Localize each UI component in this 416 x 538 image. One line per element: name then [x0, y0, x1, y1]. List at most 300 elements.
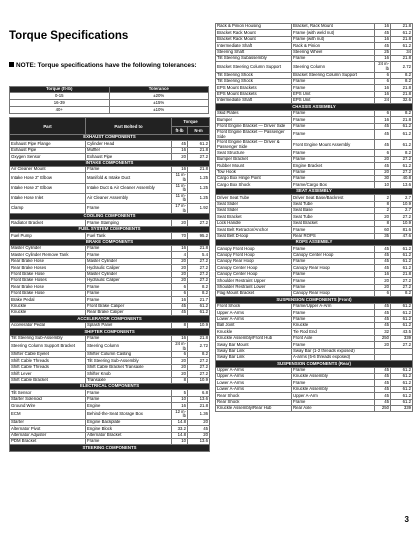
- bolted-to-cell: Frame: [292, 246, 375, 252]
- ftlb-cell: 35: [375, 233, 391, 239]
- ftlb-cell: 6: [375, 150, 391, 156]
- page-title: Torque Specifications: [9, 30, 129, 42]
- nm-cell: 47.6: [391, 233, 413, 239]
- part-cell: Skid Plates: [216, 110, 292, 116]
- ftlb-cell: 16: [375, 117, 391, 123]
- ftlb-cell: 45: [375, 163, 391, 169]
- nm-cell: 1.36: [188, 409, 210, 419]
- ftlb-cell: 24 in-lb: [375, 62, 391, 72]
- bolted-to-cell: Shift Cable Bracket Transaxle: [86, 364, 172, 370]
- bolted-to-cell: Rear Brake Caliper: [86, 309, 172, 315]
- bolted-to-cell: Frame: [292, 85, 375, 91]
- table-row: [10, 341, 210, 351]
- ftlb-cell: 45: [375, 386, 391, 392]
- part-cell: Steering Column Support Bracket: [10, 341, 86, 351]
- page-number: 3: [404, 515, 409, 524]
- section-header-row: [10, 445, 210, 451]
- table-row: [10, 426, 210, 432]
- ftlb-cell: 33.2: [172, 426, 188, 432]
- nm-cell: 13.6: [188, 396, 210, 402]
- table-row: [216, 130, 413, 140]
- part-cell: Front Shock: [216, 303, 292, 309]
- nm-cell: 61.2: [188, 303, 210, 309]
- section-title: SHIFTER COMPONENTS: [10, 329, 210, 335]
- part-cell: Clamp: [10, 203, 86, 213]
- part-cell: Intake Hose 2" Elbow: [10, 183, 86, 193]
- bolted-to-cell: Frame: [292, 130, 375, 140]
- ftlb-cell: 8: [172, 322, 188, 328]
- ftlb-cell: 2: [375, 207, 391, 213]
- section-title: SUSPENSION COMPONENTS (Front): [216, 297, 413, 303]
- part-cell: Accelerator Pedal: [10, 322, 86, 328]
- nm-cell: 61.2: [391, 374, 413, 380]
- part-cell: Brake Pedal: [10, 297, 86, 303]
- part-cell: Canopy Front Hoop: [216, 246, 292, 252]
- ftlb-cell: 45: [375, 367, 391, 373]
- part-cell: Cargo Box Shock: [216, 182, 292, 188]
- header-ftlb: ft-lb: [172, 126, 188, 135]
- ftlb-cell: 17 in-lb: [172, 203, 188, 213]
- tolerance-range: 40+: [10, 107, 110, 114]
- bolted-to-cell: Frame: [86, 252, 172, 258]
- nm-cell: 5.4: [188, 252, 210, 258]
- bolted-to-cell: Rear Axle: [292, 406, 375, 412]
- part-cell: Bracket Steering Column Support: [216, 62, 292, 72]
- table-row: [10, 193, 210, 203]
- bolted-to-cell: Frame: [86, 396, 172, 402]
- tolerance-row: [10, 107, 209, 114]
- section-title: SUSPENSION COMPONENTS (Rear): [216, 361, 413, 367]
- bolted-to-cell: Frame/Upper A-Arm: [292, 303, 375, 309]
- ftlb-cell: 16: [375, 24, 391, 30]
- part-cell: Exhaust Pipe: [10, 147, 86, 153]
- nm-cell: 27.2: [188, 265, 210, 271]
- note-bullet-icon: [9, 62, 14, 67]
- part-cell: Canopy Front Hoop: [216, 252, 292, 258]
- nm-cell: 61.2: [391, 123, 413, 129]
- nm-cell: 1.92: [188, 203, 210, 213]
- nm-cell: 27.2: [188, 371, 210, 377]
- part-cell: PDM Bracket: [10, 438, 86, 444]
- part-cell: Oxygen Sensor: [10, 154, 86, 160]
- bolted-to-cell: Shifter Column Casting: [86, 352, 172, 358]
- nm-cell: 27.2: [188, 358, 210, 364]
- part-cell: Front Engine Bracket — Driver Side: [216, 123, 292, 129]
- ftlb-cell: 4: [172, 252, 188, 258]
- section-title: ELECTRICAL COMPONENTS: [10, 384, 210, 390]
- part-cell: Lower A-Arms: [216, 386, 292, 392]
- bolted-to-cell: Intake Duct & Air Cleaner Assembly: [86, 183, 172, 193]
- part-cell: Shift Cable Bracket: [10, 377, 86, 383]
- bolted-to-cell: Frame: [292, 310, 375, 316]
- part-cell: Upper A-Arms: [216, 310, 292, 316]
- part-cell: Starter: [10, 419, 86, 425]
- part-cell: Ball Joint: [216, 322, 292, 328]
- tolerance-value: ±20%: [109, 93, 209, 100]
- nm-cell: 13.6: [188, 438, 210, 444]
- bolted-to-cell: Frame (with weld nut): [292, 30, 375, 36]
- part-cell: Sway Bar Link: [216, 354, 292, 360]
- bolted-to-cell: Frame: [292, 278, 375, 284]
- bolted-to-cell: Fuel Tank: [86, 233, 172, 239]
- ftlb-cell: 6: [172, 284, 188, 290]
- nm-cell: 13.6: [391, 182, 413, 188]
- nm-cell: 34: [391, 49, 413, 55]
- part-cell: Tilt Steering Subassembly: [216, 55, 292, 61]
- bolted-to-cell: Driver Seat Base/Backrest: [292, 195, 375, 201]
- ftlb-cell: 14.8: [172, 419, 188, 425]
- part-cell: Rear Brake Hose: [10, 284, 86, 290]
- bolted-to-cell: Frame: [86, 297, 172, 303]
- bolted-to-cell: Shifter Knob: [86, 371, 172, 377]
- nm-cell: 21.8: [188, 403, 210, 409]
- part-cell: Shift Cable Threads: [10, 364, 86, 370]
- tolerance-row: [10, 100, 209, 107]
- tolerance-header-tolerance: Tolerance: [109, 87, 209, 93]
- nm-cell: 43.5: [391, 329, 413, 335]
- nm-cell: 21.8: [391, 36, 413, 42]
- bolted-to-cell: Steering Column: [86, 341, 172, 351]
- part-cell: Cargo Box Hinge Point: [216, 175, 292, 181]
- bolted-to-cell: EPS Unit: [292, 91, 375, 97]
- bolted-to-cell: Frame: [292, 227, 375, 233]
- ftlb-cell: 10: [172, 438, 188, 444]
- ftlb-cell: 250: [375, 335, 391, 341]
- part-cell: Seat Bracket: [216, 214, 292, 220]
- table-row: [10, 432, 210, 438]
- ftlb-cell: 45: [375, 259, 391, 265]
- bolted-to-cell: Frame Stamping: [86, 220, 172, 226]
- nm-cell: 61.2: [391, 140, 413, 150]
- ftlb-cell: 45: [375, 380, 391, 386]
- part-cell: Shift Cable Threads: [10, 358, 86, 364]
- part-cell: Lower A-Arms: [216, 380, 292, 386]
- nm-cell: 27.2: [391, 214, 413, 220]
- bolted-to-cell: Seat Bracket: [292, 220, 375, 226]
- bolted-to-cell: Frame: [292, 169, 375, 175]
- bolted-to-cell: Front Brake Caliper: [86, 303, 172, 309]
- bolted-to-cell: Splash Panel: [86, 322, 172, 328]
- part-cell: Rear Shock: [216, 393, 292, 399]
- part-cell: Seat Belt D-loop: [216, 233, 292, 239]
- bolted-to-cell: Upper A-Arm: [292, 393, 375, 399]
- bolted-to-cell: Master Cylinder: [86, 271, 172, 277]
- nm-cell: 45: [188, 426, 210, 432]
- bolted-to-cell: Frame: [292, 150, 375, 156]
- nm-cell: 61.2: [391, 386, 413, 392]
- ftlb-cell: 45: [375, 316, 391, 322]
- bolted-to-cell: Frame: [292, 123, 375, 129]
- bolted-to-cell: Transaxle: [86, 377, 172, 383]
- nm-cell: 10.9: [391, 201, 413, 207]
- nm-cell: 61.2: [391, 30, 413, 36]
- part-cell: Bumper: [216, 117, 292, 123]
- ftlb-cell: 30: [375, 175, 391, 181]
- nm-cell: 2.72: [391, 62, 413, 72]
- part-cell: Intake Hose 2" Elbow: [10, 173, 86, 183]
- part-cell: Seat Slider: [216, 207, 292, 213]
- nm-cell: 27.2: [188, 154, 210, 160]
- nm-cell: 20: [188, 419, 210, 425]
- bolted-to-cell: Canopy Rear Hoop: [292, 291, 375, 297]
- ftlb-cell: 20: [172, 258, 188, 264]
- nm-cell: 8.2: [391, 291, 413, 297]
- ftlb-cell: 20: [375, 284, 391, 290]
- ftlb-cell: 45: [172, 141, 188, 147]
- ftlb-cell: 6: [375, 72, 391, 78]
- ftlb-cell: 11 in-lb: [172, 173, 188, 183]
- nm-cell: 27.2: [188, 258, 210, 264]
- part-cell: Seat Belt Retractor/Anchor: [216, 227, 292, 233]
- bolted-to-cell: Frame/Cargo Box: [292, 182, 375, 188]
- ftlb-cell: 45: [375, 303, 391, 309]
- ftlb-cell: 8: [375, 220, 391, 226]
- ftlb-cell: 45: [375, 30, 391, 36]
- ftlb-cell: 32: [375, 329, 391, 335]
- bolted-to-cell: Canopy Center Hoop: [292, 252, 375, 258]
- ftlb-cell: 25: [375, 49, 391, 55]
- bolted-to-cell: Knuckle Assembly: [292, 374, 375, 380]
- part-cell: Seat Structure: [216, 150, 292, 156]
- part-cell: Tow Hook: [216, 169, 292, 175]
- ftlb-cell: 11 in-lb: [172, 193, 188, 203]
- part-cell: Tilt Steering Sub-Assembly: [10, 335, 86, 341]
- part-cell: Alternator Pivot: [10, 426, 86, 432]
- nm-cell: 21.8: [391, 85, 413, 91]
- ftlb-cell: 20: [172, 271, 188, 277]
- tolerance-header-torque: Torque (ft-lb): [10, 87, 110, 93]
- nm-cell: 8.2: [188, 284, 210, 290]
- nm-cell: 27.2: [188, 278, 210, 284]
- bolted-to-cell: Air Cleaner Assembly: [86, 193, 172, 203]
- ftlb-cell: 16: [172, 297, 188, 303]
- table-row: [216, 140, 413, 150]
- section-title: STEERING COMPONENTS: [10, 445, 210, 451]
- ftlb-cell: 24: [375, 98, 391, 104]
- ftlb-cell: 16: [375, 91, 391, 97]
- header-part-bolted-to: Part Bolted to: [86, 118, 172, 135]
- part-cell: Exhaust Pipe Flange: [10, 141, 86, 147]
- ftlb-cell: 45: [172, 309, 188, 315]
- ftlb-cell: 250: [375, 406, 391, 412]
- bolted-to-cell: Bracket Steering Column Support: [292, 72, 375, 78]
- ftlb-cell: 45: [375, 246, 391, 252]
- part-cell: Shoulder Restraint Upper: [216, 278, 292, 284]
- nm-cell: 8.2: [391, 72, 413, 78]
- ftlb-cell: 45: [375, 123, 391, 129]
- bolted-to-cell: Manifold & Intake Duct: [86, 173, 172, 183]
- bolted-to-cell: Front Axle: [292, 335, 375, 341]
- bolted-to-cell: Bracket, Rack Mount: [292, 24, 375, 30]
- nm-cell: 2.7: [391, 195, 413, 201]
- part-cell: Lower A-Arms: [216, 316, 292, 322]
- bolted-to-cell: Frame: [292, 284, 375, 290]
- nm-cell: 21.8: [391, 271, 413, 277]
- bolted-to-cell: Rear ROPS: [292, 233, 375, 239]
- bolted-to-cell: Engine Bracket: [292, 163, 375, 169]
- ftlb-cell: 20: [375, 156, 391, 162]
- nm-cell: 27.2: [188, 220, 210, 226]
- header-part: Part: [10, 118, 86, 135]
- bolted-to-cell: Frame: [292, 342, 375, 348]
- ftlb-cell: 45: [375, 310, 391, 316]
- part-cell: Driver Seat Tube: [216, 195, 292, 201]
- nm-cell: 21.8: [188, 246, 210, 252]
- nm-cell: 32.6: [391, 98, 413, 104]
- part-cell: Knuckle: [10, 309, 86, 315]
- part-cell: Rear Brake Hoses: [10, 265, 86, 271]
- section-title: ROPS ASSEMBLY: [216, 239, 413, 245]
- tolerance-table: [9, 86, 209, 114]
- ftlb-cell: 45: [375, 322, 391, 328]
- ftlb-cell: 16: [172, 147, 188, 153]
- section-title: BRAKE COMPONENTS: [10, 239, 210, 245]
- nm-cell: 21.8: [391, 117, 413, 123]
- nm-cell: 61.2: [391, 259, 413, 265]
- bolted-to-cell: Frame: [292, 156, 375, 162]
- ftlb-cell: 2: [375, 195, 391, 201]
- ftlb-cell: 45: [375, 43, 391, 49]
- part-cell: Master Cylinder Remove Tank: [10, 252, 86, 258]
- section-title: EXHAUST COMPONENTS: [10, 135, 210, 141]
- part-cell: Shoulder Restraint Lower: [216, 284, 292, 290]
- part-cell: Rack & Pinion Housing: [216, 24, 292, 30]
- nm-cell: 61.2: [391, 322, 413, 328]
- bolted-to-cell: Frame: [86, 246, 172, 252]
- bolted-to-cell: Hydraulic Caliper: [86, 278, 172, 284]
- part-cell: EPS Mount Brackets: [216, 91, 292, 97]
- tolerance-row: [10, 93, 209, 100]
- part-cell: Lock Handle: [216, 220, 292, 226]
- ftlb-cell: 8: [172, 377, 188, 383]
- part-cell: Canopy Center Hoop: [216, 265, 292, 271]
- part-cell: Bumper Bracket: [216, 156, 292, 162]
- section-title: SEAT ASSEMBLY: [216, 188, 413, 194]
- table-row: [10, 173, 210, 183]
- ftlb-cell: 60: [375, 227, 391, 233]
- part-cell: Fuel Pump: [10, 233, 86, 239]
- part-cell: Tilt Steering Shock: [216, 72, 292, 78]
- bolted-to-cell: Hydraulic Caliper: [86, 265, 172, 271]
- ftlb-cell: 45: [375, 374, 391, 380]
- nm-cell: 8.2: [391, 78, 413, 84]
- torque-table-right-body: [216, 24, 413, 412]
- ftlb-cell: 45: [375, 393, 391, 399]
- ftlb-cell: 20: [172, 371, 188, 377]
- nm-cell: 27.2: [391, 156, 413, 162]
- ftlb-cell: 16: [375, 271, 391, 277]
- bolted-to-cell: Engine Backplate: [86, 419, 172, 425]
- bolted-to-cell: Exhaust Pipe: [86, 154, 172, 160]
- ftlb-cell: 6: [375, 291, 391, 297]
- ftlb-cell: 24 in-lb: [172, 341, 188, 351]
- ftlb-cell: 10: [172, 396, 188, 402]
- ftlb-cell: 5: [172, 390, 188, 396]
- bolted-to-cell: Frame: [292, 259, 375, 265]
- table-row: [10, 409, 210, 419]
- torque-table-left-body: [10, 135, 210, 452]
- ftlb-cell: 10: [375, 182, 391, 188]
- bolted-to-cell: Frame (with nut): [292, 36, 375, 42]
- ftlb-cell: 45: [375, 265, 391, 271]
- part-cell: Rear Shock: [216, 399, 292, 405]
- bolted-to-cell: Engine: [86, 403, 172, 409]
- nm-cell: 81.6: [391, 227, 413, 233]
- part-cell: Knuckle: [10, 303, 86, 309]
- part-cell: Front Engine Bracket — Driver & Passenger Side: [216, 140, 292, 150]
- bolted-to-cell: Rack & Pinion: [292, 43, 375, 49]
- tolerance-range: 16-39: [10, 100, 110, 107]
- part-cell: Intermediate Shaft: [216, 98, 292, 104]
- part-cell: Front Brake Hose: [10, 290, 86, 296]
- part-cell: Radiator Bracket: [10, 220, 86, 226]
- ftlb-cell: 16: [375, 36, 391, 42]
- bolted-to-cell: Frame: [86, 166, 172, 172]
- nm-cell: 8.2: [391, 150, 413, 156]
- part-cell: Intake Hose Inlet: [10, 193, 86, 203]
- bolted-to-cell: Frame: [86, 335, 172, 341]
- section-title: CHASSIS ASSEMBLY: [216, 104, 413, 110]
- nm-cell: 27.2: [391, 278, 413, 284]
- bolted-to-cell: Knuckle Assembly: [292, 386, 375, 392]
- part-cell: Seat Slider: [216, 201, 292, 207]
- nm-cell: 21.8: [391, 24, 413, 30]
- ftlb-cell: 20: [172, 265, 188, 271]
- ftlb-cell: 45: [172, 303, 188, 309]
- nm-cell: 10.9: [188, 322, 210, 328]
- ftlb-cell: 14.8: [172, 432, 188, 438]
- header-torque: Torque: [172, 118, 210, 127]
- nm-cell: 61.2: [391, 246, 413, 252]
- nm-cell: 21.8: [391, 55, 413, 61]
- ftlb-cell: 6: [172, 352, 188, 358]
- nm-cell: 61.2: [188, 309, 210, 315]
- bolted-to-cell: A-arms (5-6 threads exposed): [292, 354, 375, 360]
- ftlb-cell: 16: [172, 403, 188, 409]
- part-cell: Rear Brake Hose: [10, 258, 86, 264]
- ftlb-cell: 16: [375, 55, 391, 61]
- part-cell: Ground Wire: [10, 403, 86, 409]
- nm-cell: 2.7: [391, 207, 413, 213]
- nm-cell: 1.25: [188, 183, 210, 193]
- ftlb-cell: 45: [375, 130, 391, 140]
- part-cell: Upper A-Arms: [216, 367, 292, 373]
- bolted-to-cell: Tie Rod End: [292, 329, 375, 335]
- part-cell: Bracket Rack Mount: [216, 30, 292, 36]
- nm-cell: 61.2: [391, 367, 413, 373]
- part-cell: Upper A-Arms: [216, 374, 292, 380]
- bolted-to-cell: Seat Tube: [292, 214, 375, 220]
- ftlb-cell: 16: [172, 166, 188, 172]
- bolted-to-cell: Frame: [292, 367, 375, 373]
- ftlb-cell: 45: [375, 140, 391, 150]
- nm-cell: 61.2: [391, 310, 413, 316]
- bolted-to-cell: Front Engine Mount Assembly: [292, 140, 375, 150]
- ftlb-cell: 20: [172, 278, 188, 284]
- ftlb-cell: 16: [172, 246, 188, 252]
- ftlb-cell: 6: [375, 110, 391, 116]
- ftlb-cell: 45: [375, 252, 391, 258]
- ftlb-cell: 20: [172, 364, 188, 370]
- ftlb-cell: 70: [172, 233, 188, 239]
- section-title: COOLING COMPONENTS: [10, 214, 210, 220]
- part-cell: Steering Shaft: [216, 49, 292, 55]
- section-title: FUEL SYSTEM COMPONENTS: [10, 226, 210, 232]
- tolerance-range: 0-15: [10, 93, 110, 100]
- ftlb-cell: 20: [172, 154, 188, 160]
- part-cell: Bracket Rack Mount: [216, 36, 292, 42]
- bolted-to-cell: Frame: [292, 316, 375, 322]
